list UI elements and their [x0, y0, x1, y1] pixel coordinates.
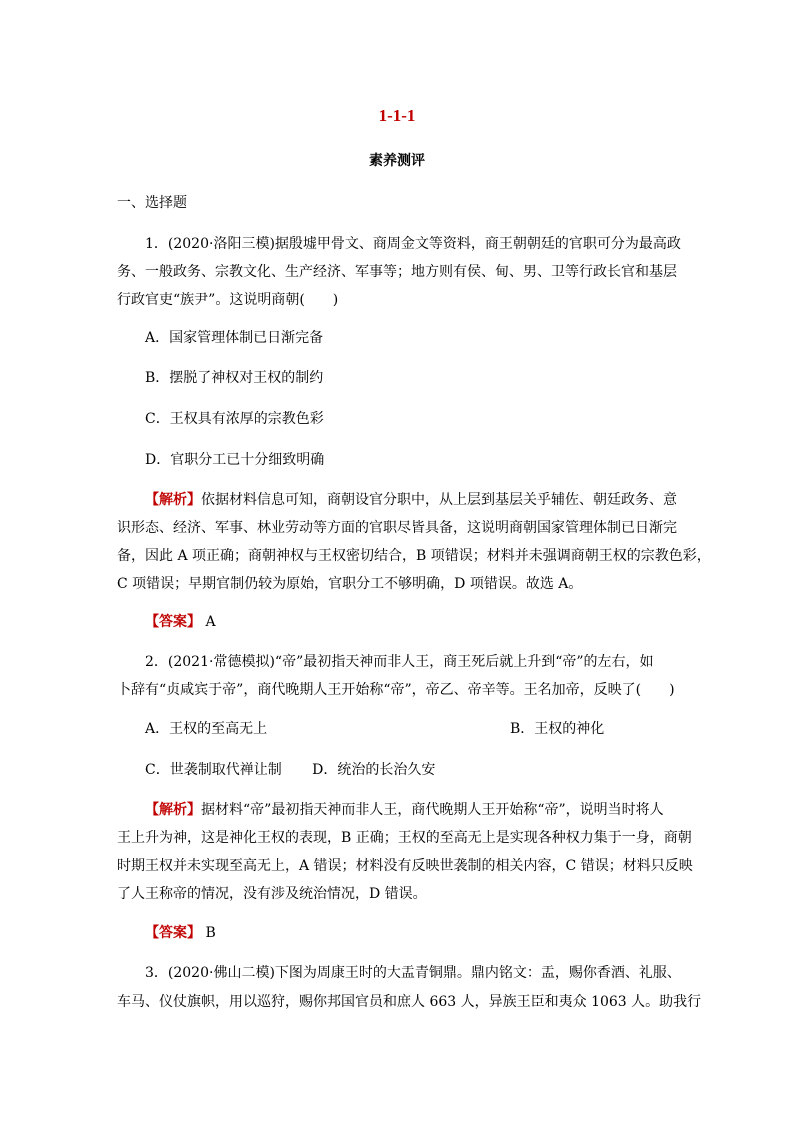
q1-analysis-line-3: 备，因此 A 项正确；商朝神权与王权密切结合，B 项错误；材料并未强调商朝王权的宗教色彩， [117, 548, 711, 564]
q2-answer [145, 923, 711, 943]
q2-answer-value: B [205, 925, 216, 941]
q2-stem-line-1: 2．(2021·常德模拟)“帝”最初指天神而非人王，商王死后就上升到“帝”的左右，如 [145, 654, 654, 670]
q1-analysis-text-1: 依据材料信息可知，商朝设官分职中，从上层到基层关乎辅佐、朝廷政务、意 [201, 492, 677, 508]
q2-options-row-2 [145, 760, 711, 780]
q1-option-b: B．摆脱了神权对王权的制约 [145, 370, 324, 386]
q3-stem-line-2: 车马、仪仗旗帜，用以巡狩，赐你邦国官员和庶人 663 人，异族王臣和夷众 1063 人。助我行 [117, 994, 702, 1010]
q2-stem-line-2: 卜辞有“贞咸宾于帝”，商代晚期人王开始称“帝”，帝乙、帝辛等。王名加帝，反映了( ) [117, 682, 675, 698]
q2-option-d: D．统治的长治久安 [312, 762, 436, 778]
q1-analysis-line-4: C 项错误；早期官制仍较为原始，官职分工不够明确，D 项错误。故选 A。 [117, 576, 583, 592]
q1-analysis-line-2: 识形态、经济、军事、林业劳动等方面的官职尽皆具备，这说明商朝国家管理体制已日渐完 [117, 520, 677, 536]
q2-analysis-line-3: 时期王权并未实现至高无上，A 错误；材料没有反映世袭制的相关内容，C 错误；材料只反映 [117, 858, 693, 874]
q1-stem-line-2: 务、一般政务、宗教文化、生产经济、军事等；地方则有侯、甸、男、卫等行政长官和基层 [117, 264, 677, 280]
q1-answer [145, 612, 711, 632]
q3-stem-line-1: 3．(2020·佛山二模)下图为周康王时的大盂青铜鼎。鼎内铭文：盂，赐你香酒、礼服、 [145, 965, 681, 981]
q1-stem-line-1: 1．(2020·洛阳三模)据殷墟甲骨文、商周金文等资料，商王朝朝廷的官职可分为最高政 [145, 236, 681, 252]
q1-answer-value: A [205, 614, 216, 630]
q1-option-d: D．官职分工已十分细致明确 [145, 452, 325, 468]
q2-option-c: C．世袭制取代禅让制 [145, 762, 282, 778]
q2-analysis-line-1 [145, 800, 711, 820]
q1-analysis-line-1 [145, 490, 711, 510]
answer-label: 【答案】 [145, 614, 201, 630]
page-title: 1-1-1 [378, 106, 416, 125]
q1-stem-line-3: 行政官吏“族尹”。这说明商朝( ) [117, 292, 339, 308]
q2-option-a: A．王权的至高无上 [145, 721, 268, 737]
q2-analysis-text-1: 据材料“帝”最初指天神而非人王，商代晚期人王开始称“帝”，说明当时将人 [201, 802, 664, 818]
q2-options-row-1 [145, 719, 711, 739]
q2-analysis-line-2: 王上升为神，这是神化王权的表现，B 正确；王权的至高无上是实现各种权力集于一身，商朝 [117, 830, 692, 846]
analysis-label: 【解析】 [145, 802, 201, 818]
q1-option-c: C．王权具有浓厚的宗教色彩 [145, 411, 324, 427]
section-heading: 一、选择题 [117, 195, 187, 211]
q2-option-b: B．王权的神化 [510, 721, 605, 737]
page-subtitle: 素养测评 [369, 153, 425, 169]
q1-option-a: A．国家管理体制已日渐完备 [145, 330, 324, 346]
q2-analysis-line-4: 了人王称帝的情况，没有涉及统治情况，D 错误。 [117, 886, 427, 902]
analysis-label: 【解析】 [145, 492, 201, 508]
answer-label: 【答案】 [145, 925, 201, 941]
